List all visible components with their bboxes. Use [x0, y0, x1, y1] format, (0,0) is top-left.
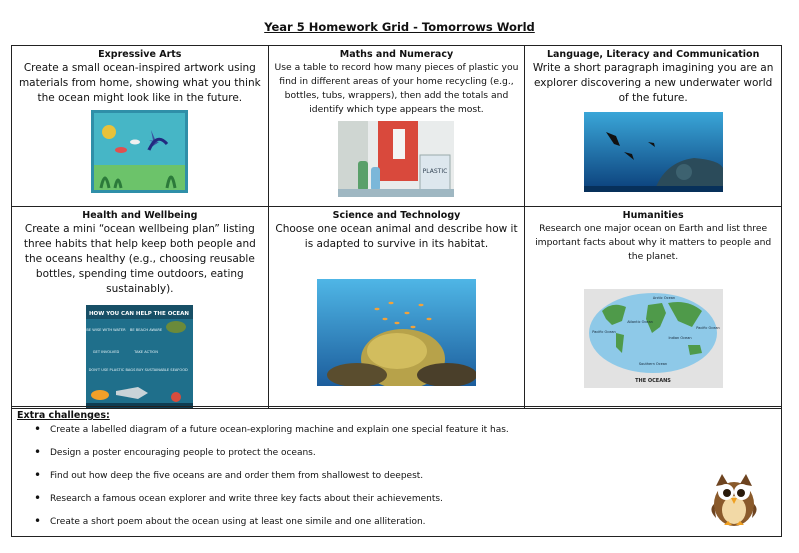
- plastic-recycling-image: [338, 121, 454, 197]
- list-item: • Research a famous ocean explorer and write three key facts about their achievements.: [34, 493, 509, 505]
- page-title: Year 5 Homework Grid - Tomorrows World: [264, 20, 535, 34]
- plastic-bin-label: PLASTIC: [423, 168, 448, 175]
- poster-item: BE BEACH AWARE: [130, 328, 163, 332]
- list-item: • Find out how deep the five oceans are and order them from shallowest to deepest.: [34, 470, 509, 482]
- poster-item: GET INVOLVED: [93, 350, 120, 354]
- map-label: Arctic Ocean: [652, 296, 675, 300]
- cell-health-wellbeing: [12, 207, 269, 409]
- extra-challenges: [11, 406, 782, 537]
- coral-reef-image: [317, 279, 476, 386]
- world-oceans-map: [584, 289, 723, 388]
- cell-heading: Language, Literacy and Communication: [546, 49, 760, 60]
- cell-science-technology: [268, 207, 525, 409]
- homework-grid: [11, 45, 782, 409]
- map-label: Pacific Ocean: [695, 326, 720, 330]
- cell-language-literacy: [525, 46, 782, 207]
- cell-humanities: [525, 207, 782, 409]
- extra-challenges-heading: Extra challenges:: [17, 410, 110, 421]
- help-the-ocean-poster: [86, 305, 193, 408]
- poster-item: TAKE ACTION: [134, 350, 159, 354]
- cell-heading: Maths and Numeracy: [339, 49, 454, 60]
- cell-text: Use a table to record how many pieces of plastic you find in different areas of your home recycling (e.g., bottles, tubs, wrappers), then add the totals and identify which type appears the most.: [274, 62, 519, 115]
- cell-heading: Humanities: [622, 210, 684, 221]
- cell-heading: Science and Technology: [332, 210, 461, 221]
- poster-title: HOW YOU CAN HELP THE OCEAN: [89, 311, 190, 317]
- poster-item: BE WISE WITH WATER: [86, 328, 126, 332]
- cell-text: Create a small ocean-inspired artwork using materials from home, showing what you think the ocean might look like in the future.: [18, 62, 261, 104]
- cell-text: Write a short paragraph imagining you are an explorer discovering a new underwater world of the future.: [532, 62, 774, 104]
- cell-text: Create a mini “ocean wellbeing plan” listing three habits that help keep both people and the oceans healthy (e.g., choosing reusable bottles, spending time outdoors, eating sustainably).: [23, 223, 256, 295]
- extra-challenges-list: [34, 424, 509, 539]
- list-item: • Create a short poem about the ocean using at least one simile and one alliteration.: [34, 516, 509, 528]
- poster-item: DON'T USE PLASTIC BAGS: [88, 368, 136, 372]
- map-title: THE OCEANS: [634, 378, 671, 384]
- list-item: • Design a poster encouraging people to protect the oceans.: [34, 447, 509, 459]
- cell-heading: Expressive Arts: [98, 49, 182, 60]
- cell-text: Choose one ocean animal and describe how it is adapted to survive in its habitat.: [275, 223, 518, 250]
- underwater-divers-image: [584, 112, 723, 192]
- map-label: Atlantic Ocean: [626, 320, 653, 324]
- cell-expressive-arts: [12, 46, 269, 207]
- map-label: Indian Ocean: [668, 336, 692, 340]
- poster-item: BUY SUSTAINABLE SEAFOOD: [136, 368, 189, 372]
- owl-icon: [706, 470, 762, 528]
- map-label: Southern Ocean: [638, 362, 667, 366]
- cell-text: Research one major ocean on Earth and list three important facts about why it matters to people and the planet.: [535, 223, 772, 262]
- cell-maths-numeracy: [268, 46, 525, 207]
- cell-heading: Health and Wellbeing: [82, 210, 198, 221]
- list-item: • Create a labelled diagram of a future ocean-exploring machine and explain one special feature it has.: [34, 424, 509, 436]
- map-label: Pacific Ocean: [591, 330, 616, 334]
- ocean-artwork-image: [91, 110, 188, 193]
